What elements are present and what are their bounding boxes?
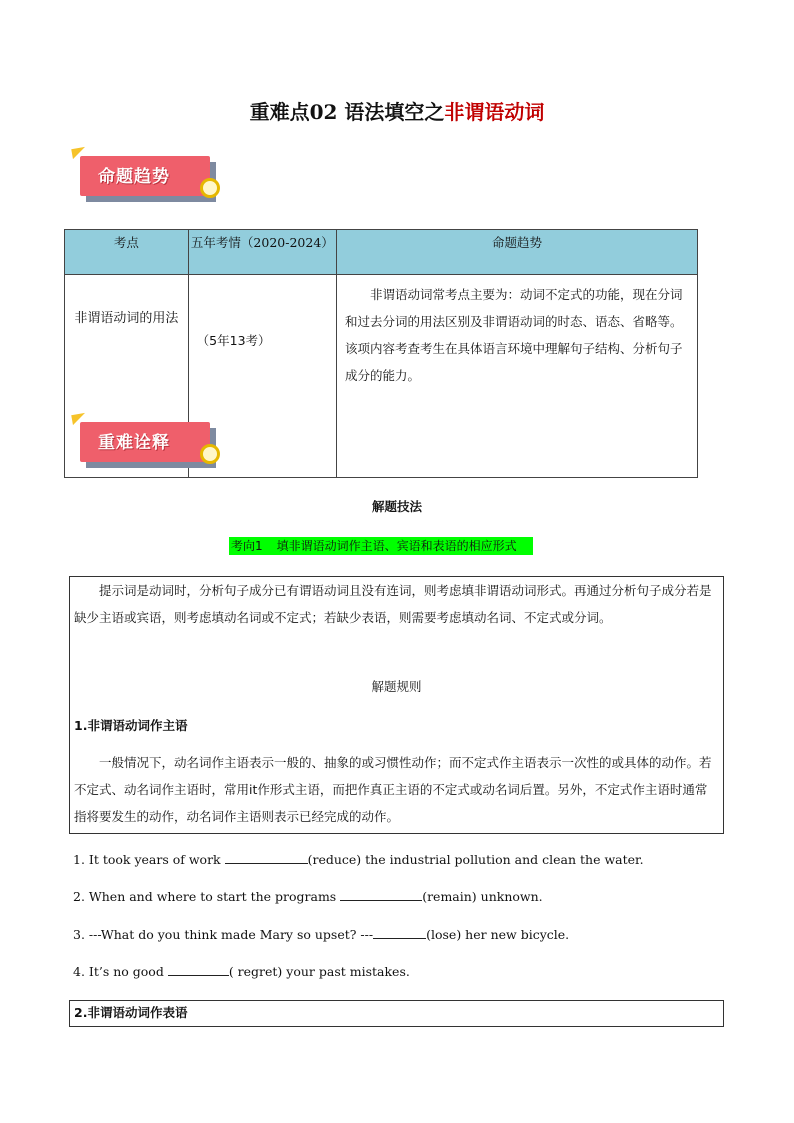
ring-icon (200, 444, 220, 464)
exercise-item: 2. When and where to start the programs (remain) unknown. (73, 889, 543, 904)
badge-label: 命题趋势 (98, 167, 170, 187)
title-highlight: 非谓语动词 (444, 100, 545, 124)
header-trend: 命题趋势 (337, 230, 698, 275)
exercise-item: 4. It’s no good ( regret) your past mistakes. (73, 964, 410, 979)
ring-icon (200, 178, 220, 198)
subheading-predicative: 2.非谓语动词作表语 (74, 1005, 188, 1020)
kaoxiang-text: 填非谓语动词作主语、宾语和表语的相应形式 (276, 539, 517, 553)
header-topic: 考点 (65, 230, 189, 275)
gerund-paragraph: 一般情况下，动名词作主语表示一般的、抽象的或习惯性动作；而不定式作主语表示一次性的或具体的动作。若不定式、动名词作主语时，常用it作形式主语，而把作真正主语的不定式或动名词后置。另外，不定式作主语时通常指将要发生的动作，动名词作主语则表示已经完成的动作。 (74, 755, 712, 824)
cell-trend: 非谓语动词常考点主要为：动词不定式的功能，现在分词和过去分词的用法区别及非谓语动词的时态、语态、省略等。该项内容考查考生在具体语言环境中理解句子结构、分析句子成分的能力。 (337, 275, 698, 478)
header-count: 五年考情（2020-2024） (188, 230, 336, 275)
subheading-subject: 1.非谓语动词作主语 (74, 718, 188, 733)
exercise-item: 3. ---What do you think made Mary so upset? --- (lose) her new bicycle. (73, 927, 570, 942)
rule-box (69, 576, 724, 834)
answer-blank[interactable] (373, 926, 426, 939)
answer-blank[interactable] (340, 888, 422, 901)
section-badge-explain (76, 420, 226, 474)
answer-blank[interactable] (168, 963, 229, 976)
cell-topic: 非谓语动词的用法 (65, 275, 189, 478)
kaoxiang-label: 考向1 (231, 539, 263, 553)
exercise-item: 1. It took years of work (reduce) the industrial pollution and clean the water. (73, 852, 644, 867)
answer-blank[interactable] (225, 851, 308, 864)
kaoxiang-banner (229, 537, 533, 555)
section-badge-trend (76, 154, 226, 208)
title-main: 重难点02 语法填空之 (249, 100, 445, 124)
badge-label: 重难诠释 (98, 433, 170, 453)
rule-box-2 (69, 1000, 724, 1027)
cell-count: （5年13考） (188, 275, 336, 478)
intro-paragraph: 提示词是动词时，分析句子成分已有谓语动词且没有连词，则考虑填非谓语动词形式。再通过分析句子成分若是缺少主语或宾语，则考虑填动名词或不定式；若缺少表语，则需要考虑填动名词、不定式或分词。 (74, 583, 712, 625)
table-header-row (65, 230, 698, 275)
method-heading: 解题技法 (371, 499, 422, 514)
rule-heading: 解题规则 (371, 679, 422, 694)
page-title (0, 96, 794, 125)
